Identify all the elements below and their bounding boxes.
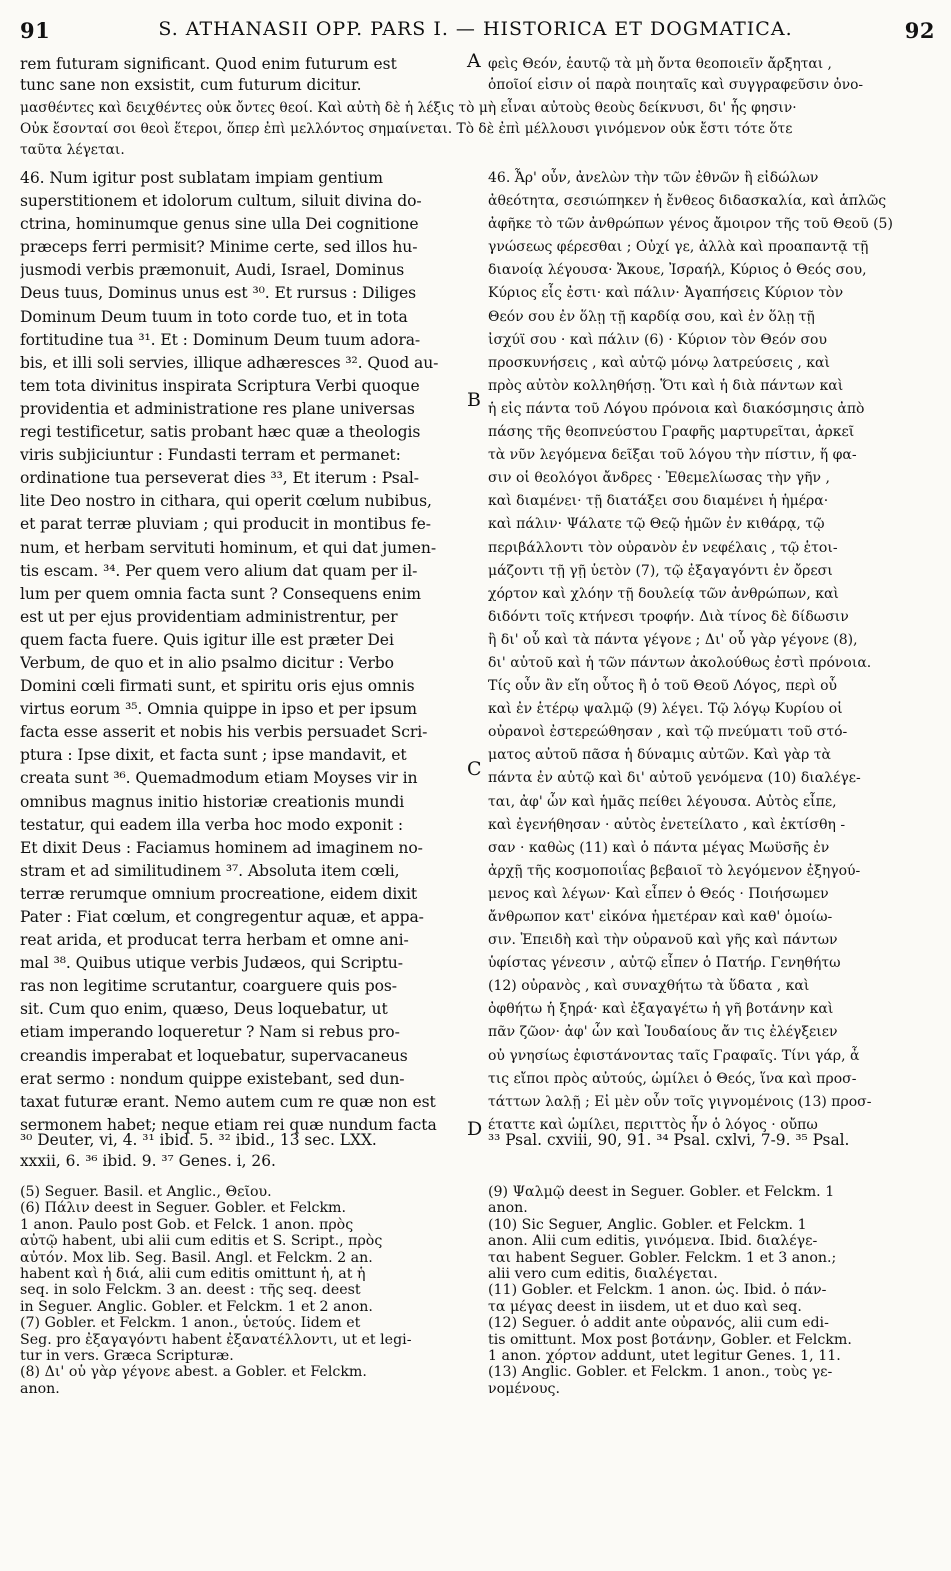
greek-line: έταττε καὶ ὡμίλει, περιττὸς ἦν ὁ λόγος · οὔπω <box>488 1116 818 1133</box>
latin-line: terræ rerumque omnium procreatione, eidem dixit <box>20 884 418 903</box>
latin-line: facta esse asserit et nobis his verbis persuadet Scri- <box>20 723 428 742</box>
greek-text: ὁποῖοί εἰσιν οἱ παρὰ ποιηταῖς καὶ συγγραφεῦσιν ὀνο- <box>488 77 864 93</box>
critical-notes-right <box>488 1184 934 1397</box>
latin-line: tis escam. ³⁴. Per quem vero alium dat quam per il- <box>20 561 418 580</box>
greek-line: ἀρχῇ τῆς κοσμοποιΐας βεβαιοῖ τὸ λεγόμενον ἐξηγού- <box>488 862 861 879</box>
note-line: (7) Gobler. et Felckm. 1 anon., ὑετούς. Iidem et <box>20 1315 361 1332</box>
greek-line: ἢ δι' οὗ καὶ τὰ πάντα γέγονε ; Δι' οὗ γὰρ γέγονε (8), <box>488 631 858 648</box>
latin-line: sit. Cum quo enim, quæso, Deus loquebatur, ut <box>20 1000 388 1019</box>
note-line: (13) Anglic. Gobler. et Felckm. 1 anon., τοὺς γε- <box>488 1364 833 1381</box>
latin-line: et parat terræ pluviam ; qui producit in montibus fe- <box>20 515 431 534</box>
note-line: νομένους. <box>488 1380 560 1397</box>
margin-letter-d: D <box>467 1118 483 1140</box>
greek-line: διανοίᾳ λέγουσα· Ἄκουε, Ἰσραήλ, Κύριος ὁ Θεός σου, <box>488 262 867 279</box>
latin-line: est ut per ejus providentiam administrentur, per <box>20 607 398 626</box>
running-title: S. ATHANASII OPP. PARS I. — HISTORICA ET DOGMATICA. <box>158 18 793 40</box>
greek-line: Οὐκ ἔσονταί σοι θεοὶ ἕτεροι, ὅπερ ἐπὶ μελλόντος σημαίνεται. Τὸ δὲ ἐπὶ μέλλουσι γινόμενον οὐκ ἔστι τότε ὅτε <box>20 121 793 137</box>
latin-line: Et dixit Deus : Faciamus hominem ad imaginem no- <box>20 838 423 857</box>
greek-line: ἰσχύϊ σου · καὶ πάλιν (6) · Κύριον τὸν Θεόν σου <box>488 331 827 348</box>
latin-line: Verbum, de quo et in alio psalmo dicitur : Verbo <box>20 653 394 672</box>
note-line: seq. in solo Felckm. 3 an. deest : τῆς seq. deest <box>20 1282 361 1299</box>
note-line: (6) Πάλιν deest in Seguer. Gobler. et Felckm. <box>20 1200 347 1217</box>
greek-line: χόρτον καὶ χλόην τῇ δουλείᾳ τῶν ἀνθρώπων, καὶ <box>488 585 839 602</box>
latin-line: ras non legitime scrutantur, coarguere quis pos- <box>20 977 397 996</box>
greek-line: ἄνθρωπον κατ' εἰκόνα ἡμετέραν καὶ καθ' ὁμοίω- <box>488 909 833 925</box>
note-line: (5) Seguer. Basil. et Anglic., Θεῖου. <box>20 1184 272 1200</box>
greek-line: σιν οἱ θεολόγοι ἄνδρες · Ἐθεμελίωσας τὴν γῆν , <box>488 470 830 487</box>
note-line: αὐτῷ habent, ubi alii cum editis et S. Script., πρὸς <box>20 1233 383 1250</box>
note-line: 1 anon. χόρτον addunt, utet legitur Genes. 1, 11. <box>488 1348 841 1365</box>
greek-line: ἀφῆκε τὸ τῶν ἀνθρώπων γένος ἄμοιρον τῆς τοῦ Θεοῦ (5) <box>488 216 893 233</box>
note-line: anon. <box>488 1200 528 1217</box>
note-line: (10) Sic Seguer, Anglic. Gobler. et Felckm. 1 <box>488 1216 807 1233</box>
latin-line: creandis imperabat et loquebatur, supervacaneus <box>20 1046 408 1065</box>
latin-line: superstitionem et idolorum cultum, siluit divina do- <box>20 192 422 211</box>
footnote-refs-left <box>20 1130 466 1172</box>
critical-notes-left <box>20 1184 466 1397</box>
latin-column <box>20 167 466 1137</box>
note-line: habent καὶ ἡ διά, alii cum editis omittunt ἡ, at ἡ <box>20 1266 366 1283</box>
latin-line: ordinatione tua perseverat dies ³³, Et iterum : Psal- <box>20 469 419 488</box>
latin-line: virtus eorum ³⁵. Omnia quippe in ipso et per ipsum <box>20 700 417 719</box>
latin-line: sermonem habet; neque etiam rei quæ nundum facta <box>20 1115 437 1134</box>
latin-line: præceps ferri permisit? Minime certe, sed illos hu- <box>20 238 418 257</box>
latin-line: ctrina, hominumque genus sine ulla Dei cognitione <box>20 215 419 234</box>
footnote-line: ³⁰ Deuter, vi, 4. ³¹ ibid. 5. ³² ibid., 13 sec. LXX. <box>20 1131 377 1149</box>
margin-letter-c: C <box>467 758 482 780</box>
greek-line: σιν. Ἐπειδὴ καὶ τὴν οὐρανοῦ καὶ γῆς καὶ πάντων <box>488 932 838 949</box>
page-number-left: 91 <box>20 18 51 43</box>
greek-line: τάττων λαλῇ ; Εἰ μὲν οὖν τοῖς γιγνομένοις (13) προσ- <box>488 1093 872 1110</box>
greek-line: καὶ ἐν ἑτέρῳ ψαλμῷ (9) λέγει. Τῷ λόγῳ Κυρίου οἱ <box>488 701 843 718</box>
greek-line: ὀφθήτω ἡ ξηρά· καὶ ἐξαγαγέτω ἡ γῆ βοτάνην καὶ <box>488 1001 834 1018</box>
latin-line: quem facta fuere. Quis igitur ille est præter Dei <box>20 630 394 649</box>
latin-text: rem futuram significant. Quod enim futurum est <box>20 55 397 73</box>
latin-line: viris subjiciuntur : Fundasti terram et permanet: <box>20 446 401 465</box>
greek-line: καὶ πάλιν· Ψάλατε τῷ Θεῷ ἡμῶν ἐν κιθάρᾳ, τῷ <box>488 516 825 533</box>
latin-line: Deus tuus, Dominus unus est ³⁰. Et rursus : Diliges <box>20 284 417 303</box>
latin-line: ptura : Ipse dixit, et facta sunt ; ipse mandavit, et <box>20 746 407 765</box>
greek-line: μασθέντες καὶ δειχθέντες οὐκ ὄντες θεοί. Καὶ αὐτὴ δὲ ἡ λέξις τὸ μὴ εἶναι αὐτοὺς θεοὺς δείκνυσι, δι' ἧς φησιν· <box>20 100 797 116</box>
greek-text: φεὶς Θεόν, ἑαυτῷ τὰ μὴ ὄντα θεοποιεῖν ἄρξηται , <box>488 56 832 72</box>
latin-text: tunc sane non exsistit, cum futurum dicitur. <box>20 76 362 94</box>
latin-line: lite Deo nostro in cithara, qui operit cœlum nubibus, <box>20 492 432 511</box>
note-line: τα μέγας deest in iisdem, ut et duo καὶ seq. <box>488 1298 802 1315</box>
greek-line: Κύριος εἷς ἐστι· καὶ πάλιν· Ἀγαπήσεις Κύριον τὸν <box>488 285 844 302</box>
greek-line: καὶ ἐγενήθησαν · αὐτὸς ἐνετείλατο , καὶ ἐκτίσθη - <box>488 816 846 833</box>
latin-line: mal ³⁸. Quibus utique verbis Judæos, qui Scriptu- <box>20 954 403 973</box>
margin-letter-b: B <box>467 389 481 411</box>
latin-line: bis, et illi soli servies, illique adhæresces ³². Quod au- <box>20 353 439 372</box>
greek-line: πάσης τῆς θεοπνεύστου Γραφῆς μαρτυρεῖται, ἀρκεῖ <box>488 424 855 441</box>
greek-line: μενος καὶ λέγων· Καὶ εἶπεν ὁ Θεός · Ποιήσωμεν <box>488 885 829 902</box>
greek-line: σαν · καθὼς (11) καὶ ὁ πάντα μέγας Μωϋσῆς ἐν <box>488 839 830 856</box>
latin-line: fortitudine tua ³¹. Et : Dominum Deum tuum adora- <box>20 330 421 349</box>
note-line: 1 anon. Paulo post Gob. et Felck. 1 anon. πρὸς <box>20 1216 354 1233</box>
greek-line: οὐρανοὶ ἐστερεώθησαν , καὶ τῷ πνεύματι τοῦ στό- <box>488 724 848 741</box>
note-line: tur in vers. Græca Scripturæ. <box>20 1348 234 1365</box>
latin-line: lum per quem omnia facta sunt ? Consequens enim <box>20 584 421 603</box>
margin-letter-a: A <box>467 50 481 72</box>
greek-line: πρὸς αὐτὸν κολληθήσῃ. Ὅτι καὶ ἡ διὰ πάντων καὶ <box>488 377 844 394</box>
greek-line: μάζοντι τῇ γῇ ὑετὸν (7), τῷ ἐξαγαγόντι ἐν ὄρεσι <box>488 562 833 579</box>
latin-line: Domini cœli firmati sunt, et spiritu oris ejus omnis <box>20 677 415 696</box>
greek-column <box>488 167 934 1137</box>
greek-line: ταῦτα λέγεται. <box>20 142 125 158</box>
greek-line: πᾶν ζῶον· ἀφ' ὧν καὶ Ἰουδαίους ἄν τις ἐλέγξειεν <box>488 1024 838 1041</box>
latin-line: tem tota divinitus inspirata Scriptura Verbi quoque <box>20 376 420 395</box>
latin-line: testatur, qui eadem illa verba hoc modo exponit : <box>20 815 404 834</box>
note-line: tis omittunt. Mox post βοτάνην, Gobler. et Felckm. <box>488 1331 852 1348</box>
greek-line: ματος αὐτοῦ πᾶσα ἡ δύναμις αὐτῶν. Καὶ γὰρ τὰ <box>488 747 831 764</box>
greek-line: ἀθεότητα, σεσιώπηκεν ἡ ἔνθεος διδασκαλία, καὶ ἁπλῶς <box>488 193 887 210</box>
greek-line: (12) οὐρανὸς , καὶ συναχθήτω τὰ ὕδατα , καὶ <box>488 978 810 995</box>
greek-line: ὑφίστας γένεσιν , αὐτῷ εἶπεν ὁ Πατήρ. Γενηθήτω <box>488 955 841 972</box>
greek-line: ἡ εἰς πάντα τοῦ Λόγου πρόνοια καὶ διακόσμησις ἀπὸ <box>488 400 865 417</box>
note-line: Seg. pro ἐξαγαγόντι habent ἐξανατέλλοντι, ut et legi- <box>20 1331 412 1348</box>
footnote-refs-right <box>488 1130 934 1151</box>
greek-line: περιβάλλοντι τὸν οὐρανὸν ἐν νεφέλαις , τῷ ἑτοι- <box>488 539 838 556</box>
greek-line: δι' αὐτοῦ καὶ ἡ τῶν πάντων ἀκολούθως ἐστὶ πρόνοια. <box>488 654 872 671</box>
note-line: (8) Δι' οὗ γὰρ γέγονε abest. a Gobler. et Felckm. <box>20 1364 367 1381</box>
note-line: (9) Ψαλμῷ deest in Seguer. Gobler. et Felckm. 1 <box>488 1184 835 1200</box>
latin-line: reat arida, et producat terra herbam et omne ani- <box>20 931 409 950</box>
note-line: (12) Seguer. ὁ addit ante οὐρανός, alii cum edi- <box>488 1315 829 1332</box>
latin-line: regi testificetur, satis probant hæc quæ a theologis <box>20 423 421 442</box>
latin-line: Dominum Deum tuum in toto corde tuo, et in tota <box>20 307 408 326</box>
greek-line: γνώσεως φέρεσθαι ; Οὐχί γε, ἀλλὰ καὶ προαπαντᾷ τῇ <box>488 239 869 256</box>
latin-line: Pater : Fiat cœlum, et congregentur aquæ, et appa- <box>20 908 424 926</box>
note-line: in Seguer. Anglic. Gobler. et Felckm. 1 et 2 anon. <box>20 1298 373 1315</box>
greek-line: πάντα ἐν αὐτῷ καὶ δι' αὐτοῦ γενόμενα (10) διαλέγε- <box>488 770 861 787</box>
note-line: alii vero cum editis, διαλέγεται. <box>488 1266 718 1283</box>
latin-line: num, et herbam servituti hominum, et qui dat jumen- <box>20 538 437 557</box>
latin-line: creata sunt ³⁶. Quemadmodum etiam Moyses vir in <box>20 769 418 788</box>
greek-line: Θεόν σου ἐν ὅλῃ τῇ καρδίᾳ σου, καὶ ἐν ὅλῃ τῇ <box>488 308 815 325</box>
footnote-line: ³³ Psal. cxviii, 90, 91. ³⁴ Psal. cxlvi, 7-9. ³⁵ Psal. <box>488 1131 850 1149</box>
latin-line: taxat futuræ erant. Nemo autem cum re quæ non est <box>20 1092 436 1111</box>
note-line: anon. <box>20 1380 60 1397</box>
greek-line: οὐ γνησίως ἐφιστάνοντας ταῖς Γραφαῖς. Τίνι γάρ, ἆ <box>488 1047 860 1064</box>
note-line: αὐτόν. Mox lib. Seg. Basil. Angl. et Felckm. 2 an. <box>20 1249 373 1266</box>
greek-line: καὶ διαμένει· τῇ διατάξει σου διαμένει ἡ ἡμέρα· <box>488 493 829 510</box>
note-line: ται habent Seguer. Gobler. Felckm. 1 et 3 anon.; <box>488 1249 837 1266</box>
greek-line: προσκυνήσεις , καὶ αὐτῷ μόνῳ λατρεύσεις , καὶ <box>488 354 830 371</box>
note-line: anon. Alii cum editis, γινόμενα. Ibid. διαλέγε- <box>488 1233 818 1250</box>
footnote-line: xxxii, 6. ³⁶ ibid. 9. ³⁷ Genes. i, 26. <box>20 1152 276 1170</box>
latin-line: omnibus magnus initio historiæ creationis mundi <box>20 792 405 811</box>
latin-line: 46. Num igitur post sublatam impiam gentium <box>20 169 383 187</box>
latin-line: erat sermo : nondum quippe existebant, sed dun- <box>20 1069 405 1088</box>
greek-fullwidth-block <box>20 98 935 161</box>
greek-line: 46. Ἆρ' οὖν, ἀνελὼν τὴν τῶν ἐθνῶν ἢ εἰδώλων <box>488 170 819 186</box>
latin-line: jusmodi verbis præmonuit, Audi, Israel, Dominus <box>20 261 405 280</box>
greek-line: Τίς οὖν ἂν εἴη οὗτος ἢ ὁ τοῦ Θεοῦ Λόγος, περὶ οὗ <box>488 678 838 695</box>
greek-line: τὰ νῦν λεγόμενα δεῖξαι τοῦ λόγου τὴν πίστιν, ἥ φα- <box>488 447 857 464</box>
greek-line: τις εἴποι πρὸς αὐτούς, ὡμίλει ὁ Θεός, ἵνα καὶ προσ- <box>488 1070 857 1087</box>
greek-line: ται, ἀφ' ὧν καὶ ἡμᾶς πείθει λέγουσα. Αὐτὸς εἶπε, <box>488 793 837 810</box>
greek-line: διδόντι τοῖς κτήνεσι τροφήν. Διὰ τίνος δὲ δίδωσιν <box>488 608 849 625</box>
page-number-right: 92 <box>904 18 935 43</box>
latin-line: providentia et administratione res plane universas <box>20 399 415 418</box>
page-header <box>0 0 951 44</box>
latin-line: etiam imperando loqueretur ? Nam si rebus pro- <box>20 1023 400 1042</box>
note-line: (11) Gobler. et Felckm. 1 anon. ὡς. Ibid. ὁ πάν- <box>488 1282 827 1299</box>
latin-line: stram et ad similitudinem ³⁷. Absoluta item cœli, <box>20 861 400 880</box>
